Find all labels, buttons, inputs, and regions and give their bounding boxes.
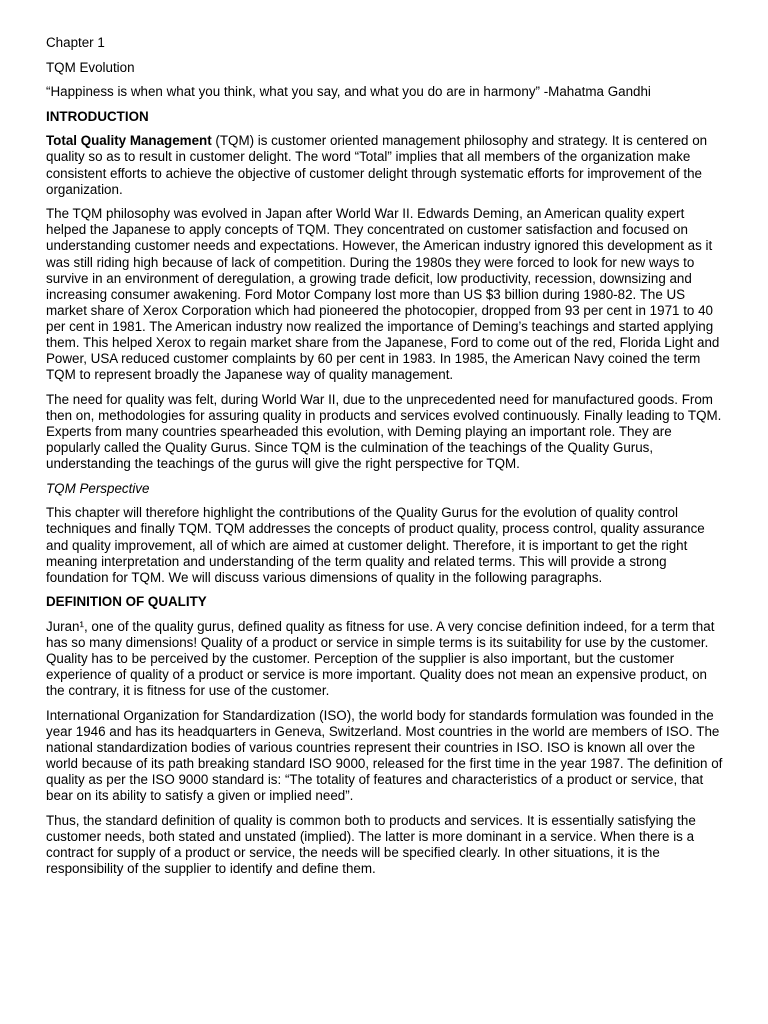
definition-paragraph-2: International Organization for Standardization (ISO), the world body for standards formulation was founded in the year 1946 and has its headquarters in Geneva, Switzerland. Most countries in the world are members of ISO. The national standardization bodies of various countries represent their countries in ISO. ISO is known all over the world because of its path breaking standard ISO 9000, released for the first time in the year 1987. The definition of quality as per the ISO 9000 standard is: “The totality of features and characteristics of a product or service, that bear on its ability to satisfy a given or implied need”. (46, 707, 723, 804)
chapter-title: TQM Evolution (46, 59, 135, 75)
tqm-bold-term: Total Quality Management (46, 133, 212, 149)
introduction-paragraph-2: The TQM philosophy was evolved in Japan after World War II. Edwards Deming, an American quality expert helped the Japanese to apply concepts of TQM. They concentrated on customer satisfaction and focused on understanding customer needs and expectations. However, the American industry ignored this development as it was still riding high because of lack of competition. During the 1980s they were forced to look for new ways to survive in an environment of deregulation, a growing trade deficit, low productivity, recession, downsizing and increasing consumer awakening. Ford Motor Company lost more than US $3 billion during 1980-82. The US market share of Xerox Corporation which had pioneered the photocopier, dropped from 93 per cent in 1971 to 40 per cent in 1981. The American industry now realized the importance of Deming’s teachings and started applying them. This helped Xerox to regain market share from the Japanese, Ford to come out of the red, Florida Light and Power, USA reduced customer complaints by 60 per cent in 1983. In 1985, the American Navy coined the term TQM to represent broadly the Japanese way of quality management. (46, 206, 720, 383)
definition-paragraph-3: Thus, the standard definition of quality is common both to products and services. It is essentially satisfying the customer needs, both stated and unstated (implied). The latter is more dominant in a service. When there is a contract for supply of a product or service, the needs will be specified clearly. In other situations, it is the responsibility of the supplier to identify and define them. (46, 812, 696, 877)
introduction-paragraph-1 (46, 133, 724, 197)
section-heading-perspective: TQM Perspective (46, 480, 150, 496)
definition-paragraph-1: Juran¹, one of the quality gurus, defined quality as fitness for use. A very concise definition indeed, for a term that has so many dimensions! Quality of a product or service in simple terms is its suitability for use by the customer. Quality has to be perceived by the customer. Perception of the supplier is also important, but the customer experience of quality of a product or service is more important. Quality does not mean an expensive product, on the contrary, it is fitness for use of the customer. (46, 618, 715, 699)
section-heading-introduction: INTRODUCTION (46, 108, 149, 124)
chapter-label: Chapter 1 (46, 35, 105, 50)
introduction-paragraph-3: The need for quality was felt, during World War II, due to the unprecedented need for manufactured goods. From then on, methodologies for assuring quality in products and services evolved continuously. Finally leading to TQM. Experts from many countries spearheaded this evolution, with Deming playing an important role. They are popularly called the Quality Gurus. Since TQM is the culmination of the teachings of the Quality Gurus, understanding the teachings of the gurus will give the right perspective for TQM. (46, 391, 722, 472)
introduction-paragraph-1-text: (TQM) is customer oriented management philosophy and strategy. It is centered on quality so as to result in customer delight. The word “Total” implies that all members of the organization make consistent efforts to achieve the objective of customer delight through systematic efforts for improvement of the organization. (46, 133, 708, 197)
perspective-paragraph-1: This chapter will therefore highlight the contributions of the Quality Gurus for the evolution of quality control techniques and finally TQM. TQM addresses the concepts of product quality, process control, quality assurance and quality improvement, all of which are aimed at customer delight. Therefore, it is important to get the right meaning interpretation and understanding of the term quality and related terms. This will provide a strong foundation for TQM. We will discuss various dimensions of quality in the following paragraphs. (46, 505, 705, 585)
epigraph-quote: “Happiness is when what you think, what you say, and what you do are in harmony” -Mahatma Gandhi (46, 84, 651, 100)
section-heading-definition: DEFINITION OF QUALITY (46, 594, 207, 610)
